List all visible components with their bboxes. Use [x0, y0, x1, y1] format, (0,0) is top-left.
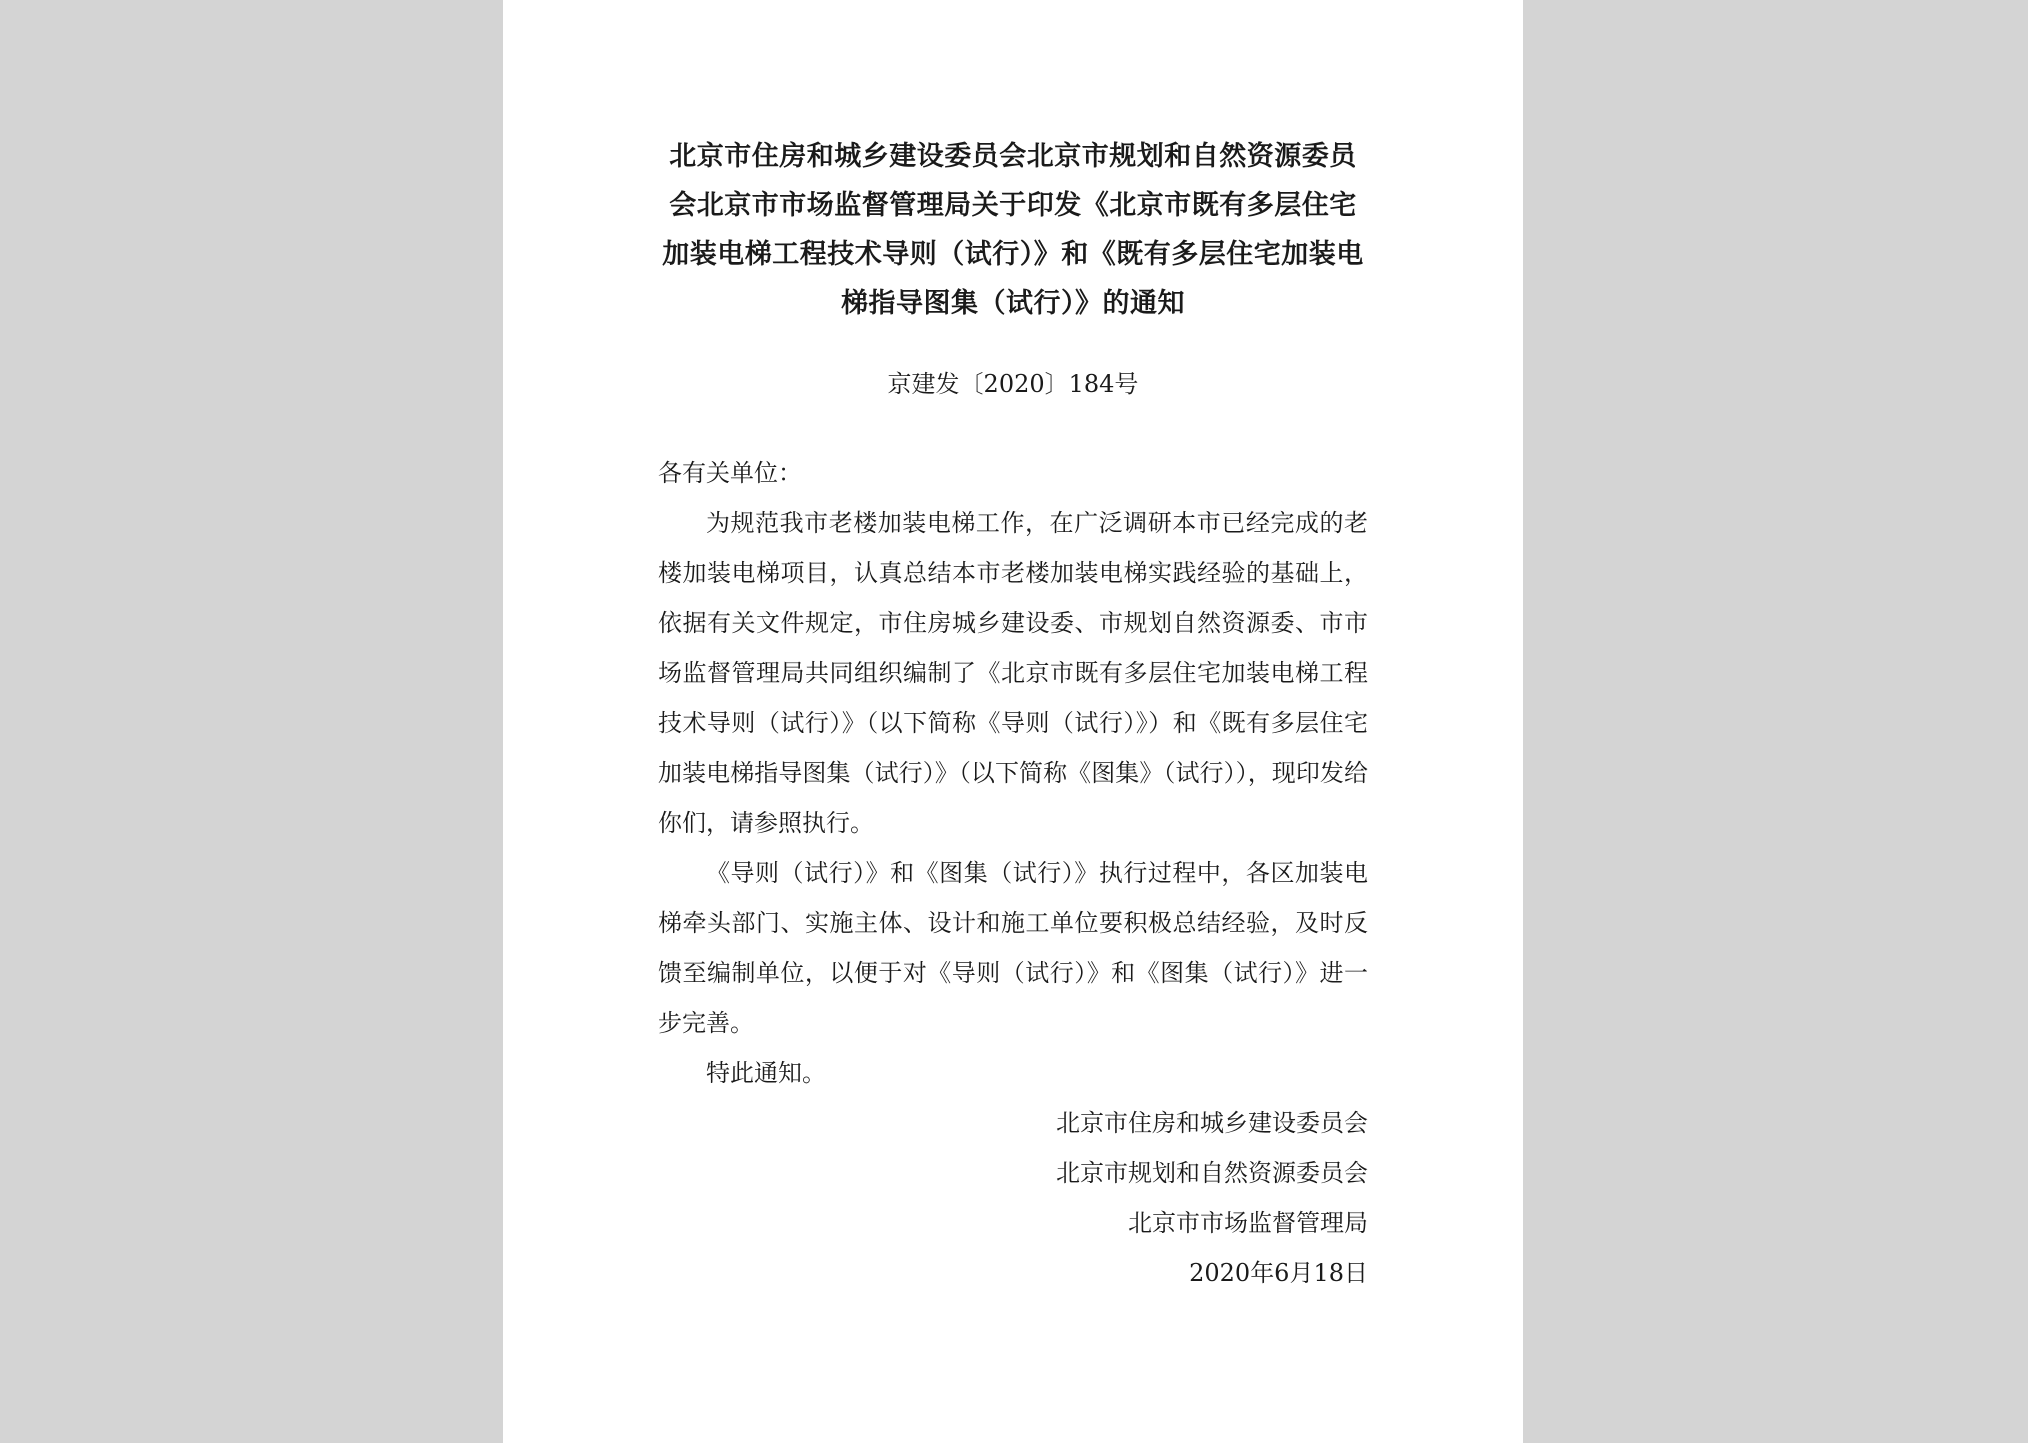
- salutation: 各有关单位：: [658, 459, 802, 487]
- paragraph-1: 为规范我市老楼加装电梯工作，在广泛调研本市已经完成的老楼加装电梯项目，认真总结本市老楼加装电梯实践经验的基础上，依据有关文件规定，市住房城乡建设委、市规划自然资源委、市市场监督管理局共同组织编制了《北京市既有多层住宅加装电梯工程技术导则（试行）》（以下简称《导则（试行）》）和《既有多层住宅加装电梯指导图集（试行）》（以下简称《图集》（试行）），现印发给你们，请参照执行。: [658, 509, 1368, 837]
- paragraph-2: 《导则（试行）》和《图集（试行）》执行过程中，各区加装电梯牵头部门、实施主体、设计和施工单位要积极总结经验，及时反馈至编制单位，以便于对《导则（试行）》和《图集（试行）》进一步完善。: [658, 859, 1368, 1037]
- signature-market-bureau: 北京市市场监督管理局: [1128, 1209, 1368, 1237]
- document-date: 2020年6月18日: [1189, 1259, 1368, 1287]
- document-number: 京建发〔2020〕184号: [887, 370, 1139, 398]
- signature-block: [658, 1098, 1368, 1298]
- signature-planning-commission: 北京市规划和自然资源委员会: [1056, 1159, 1368, 1187]
- document-page: [503, 0, 1523, 1443]
- paragraph-3: 特此通知。: [706, 1059, 826, 1087]
- document-body: [658, 448, 1368, 1098]
- signature-housing-commission: 北京市住房和城乡建设委员会: [1056, 1109, 1368, 1137]
- document-title: 北京市住房和城乡建设委员会北京市规划和自然资源委员会北京市市场监督管理局关于印发《北京市既有多层住宅加装电梯工程技术导则（试行）》和《既有多层住宅加装电梯指导图集（试行）》的通知: [662, 141, 1364, 319]
